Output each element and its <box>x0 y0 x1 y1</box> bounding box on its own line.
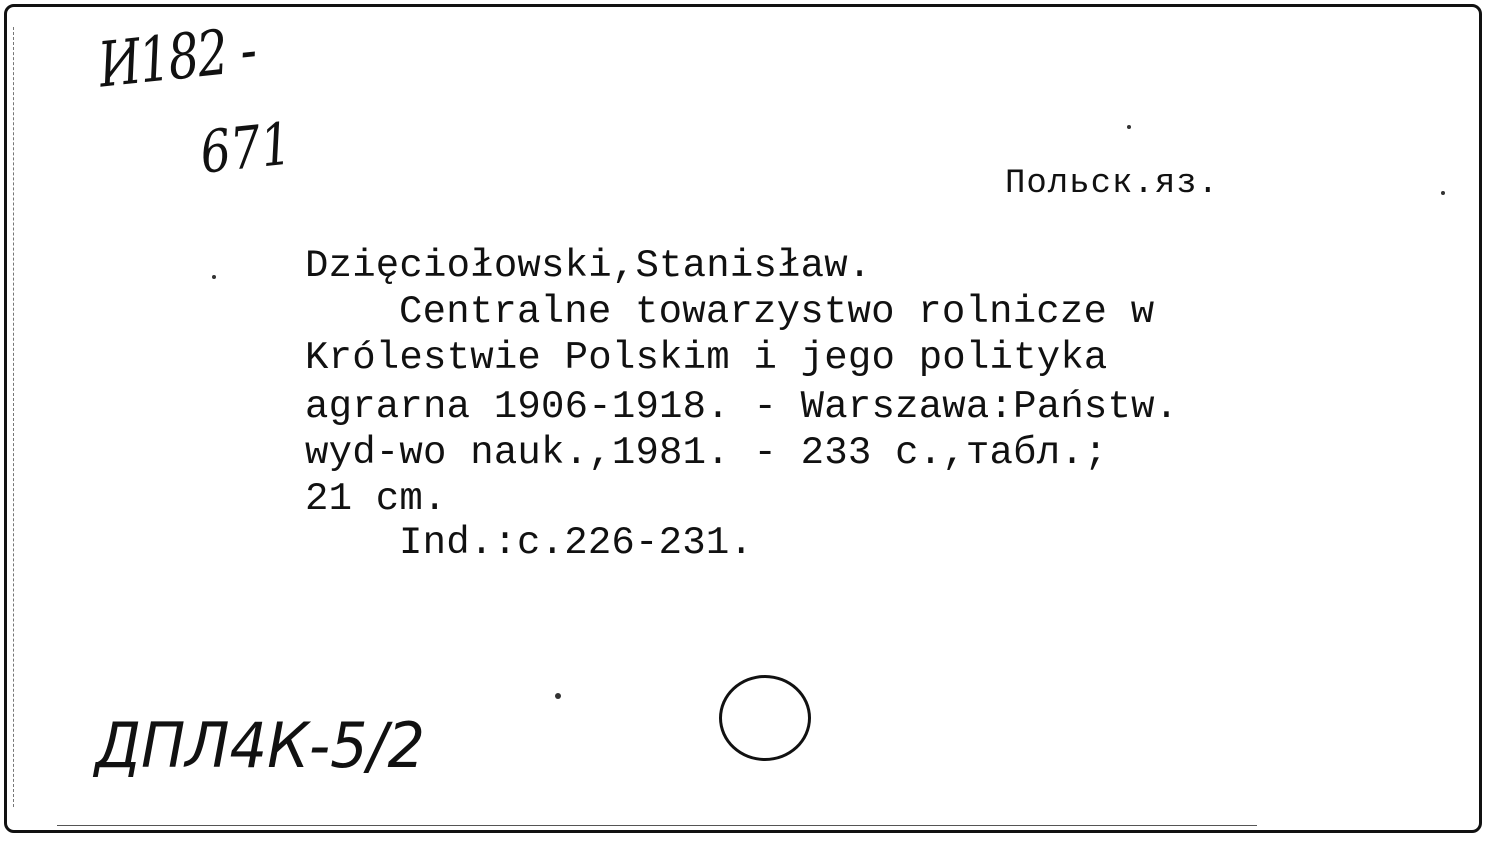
language-label: Польск.яз. <box>1005 165 1220 203</box>
ink-speck <box>1441 191 1445 195</box>
card-punch-hole <box>719 675 811 761</box>
catalog-card <box>4 4 1482 833</box>
title-line-5: 21 cm. <box>305 477 447 521</box>
card-bottom-rule <box>57 825 1257 826</box>
title-line-2: Królestwie Polskim i jego polityka <box>305 336 1108 380</box>
author-line: Dzięciołowski,Stanisław. <box>305 244 872 288</box>
index-note: Ind.:c.226-231. <box>399 521 754 565</box>
call-number-line1: И182 - <box>95 12 259 102</box>
bottom-handwritten-code: ДПЛ4К-5/2 <box>95 709 425 782</box>
title-line-3: agrarna 1906-1918. - Warszawa:Państw. <box>305 385 1179 429</box>
title-line-1: Centralne towarzystwo rolnicze w <box>399 290 1155 334</box>
card-left-edge-mark <box>13 27 14 807</box>
ink-speck <box>212 275 216 279</box>
ink-speck <box>555 693 561 699</box>
ink-speck <box>1127 125 1131 129</box>
title-line-4: wyd-wo nauk.,1981. - 233 с.,табл.; <box>305 431 1108 475</box>
call-number-line2: 671 <box>197 109 295 187</box>
